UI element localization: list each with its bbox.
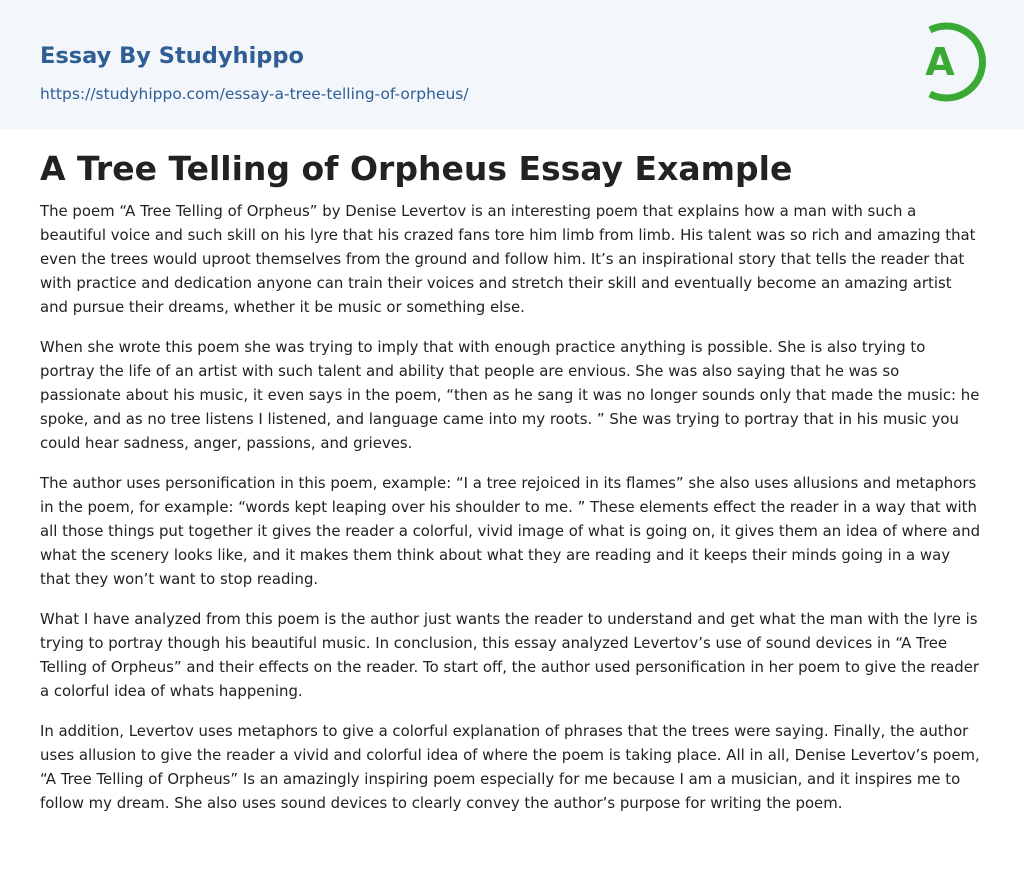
site-title: Essay By Studyhippo	[40, 43, 304, 69]
article-title: A Tree Telling of Orpheus Essay Example	[40, 149, 793, 188]
article-paragraph-2: When she wrote this poem she was trying to imply that with enough practice anything is possible. She is also trying to portray the life of an artist with such talent and ability that people are envious. She was also saying that he was so passionate about his music, it even says in the poem, “then as he sang it was no longer sounds only that made the music: he spoke, and as no tree listens I listened, and language came into my roots. ” She was trying to portray that in his music you could hear sadness, anger, passions, and grieves.	[40, 338, 980, 452]
logo-letter: A	[925, 40, 955, 84]
site-header	[0, 0, 1024, 129]
article-paragraph-3: The author uses personification in this poem, example: “I a tree rejoiced in its flames” she also uses allusions and metaphors in the poem, for example: “words kept leaping over his shoulder to me. ” These elements effect the reader in a way that with all those things put together it gives the reader a colorful, vivid image of what is going on, it gives them an idea of where and what the scenery looks like, and it makes them think about what they are reading and it keeps their minds going in a way that they won’t want to stop reading.	[40, 474, 981, 588]
article-paragraph-5: In addition, Levertov uses metaphors to give a colorful explanation of phrases that the trees were saying. Finally, the author uses allusion to give the reader a vivid and colorful idea of where the poem is taking place. All in all, Denise Levertov’s poem, “A Tree Telling of Orpheus” Is an amazingly inspiring poem especially for me because I am a musician, and it inspires me to follow my dream. She also uses sound devices to clearly convey the author’s purpose for writing the poem.	[40, 722, 980, 812]
essay-url-link[interactable]: https://studyhippo.com/essay-a-tree-telling-of-orpheus/	[40, 85, 469, 103]
article-paragraph-1: The poem “A Tree Telling of Orpheus” by Denise Levertov is an interesting poem that explains how a man with such a beautiful voice and such skill on his lyre that his crazed fans tore him limb from limb. His talent was so rich and amazing that even the trees would uproot themselves from the ground and follow him. It’s an inspirational story that tells the reader that with practice and dedication anyone can train their voices and stretch their skill and eventually become an amazing artist and pursue their dreams, whether it be music or something else.	[40, 202, 976, 316]
article-paragraph-4: What I have analyzed from this poem is the author just wants the reader to understand and get what the man with the lyre is trying to portray though his beautiful music. In conclusion, this essay analyzed Levertov’s use of sound devices in “A Tree Telling of Orpheus” and their effects on the reader. To start off, the author used personification in her poem to give the reader a colorful idea of whats happening.	[40, 610, 980, 700]
studyhippo-logo-icon[interactable]	[910, 18, 988, 106]
article	[0, 129, 1024, 815]
